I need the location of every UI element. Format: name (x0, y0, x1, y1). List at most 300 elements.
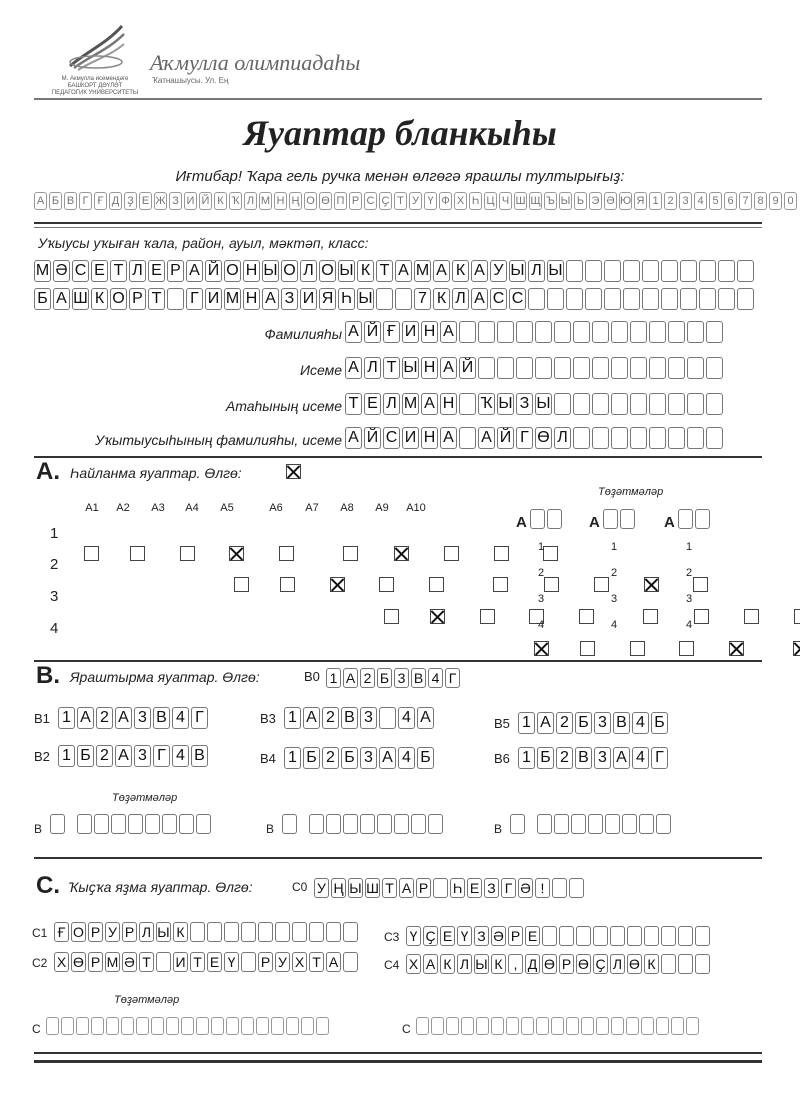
father-cell[interactable]: А (421, 393, 438, 415)
answer-checkbox[interactable] (343, 546, 358, 561)
answer-b-cell[interactable]: 2 (96, 707, 113, 729)
corrections-b-cell[interactable] (605, 814, 620, 834)
school-cell[interactable]: Л (528, 260, 545, 282)
name-cell[interactable]: А (345, 357, 362, 379)
surname-cell[interactable] (573, 321, 590, 343)
answer-checkbox[interactable] (384, 609, 399, 624)
answer-b-row[interactable] (518, 712, 670, 734)
father-name-field[interactable] (345, 393, 725, 415)
answer-b-cell[interactable]: 1 (518, 712, 535, 734)
answer-c-row[interactable] (406, 926, 712, 946)
corrections-c-cell[interactable] (211, 1017, 224, 1035)
school-cell[interactable] (585, 260, 602, 282)
teacher-cell[interactable] (592, 427, 609, 449)
answer-b-cell[interactable]: А (115, 707, 132, 729)
corrections-c-cell[interactable] (256, 1017, 269, 1035)
answer-c-cell[interactable] (661, 954, 676, 974)
name-cell[interactable] (554, 357, 571, 379)
school-cell[interactable] (680, 260, 697, 282)
answer-c-cell[interactable] (695, 954, 710, 974)
teacher-cell[interactable] (687, 427, 704, 449)
school-cell[interactable]: М (414, 260, 431, 282)
answer-c-cell[interactable]: У (275, 952, 290, 972)
answer-c-cell[interactable]: Е (440, 926, 455, 946)
school-line-2[interactable] (34, 288, 756, 310)
answer-b-cell[interactable]: В (191, 745, 208, 767)
school-cell[interactable]: К (433, 288, 450, 310)
teacher-cell[interactable]: И (402, 427, 419, 449)
answer-c-cell[interactable]: Х (54, 952, 69, 972)
corrections-c-cell[interactable] (166, 1017, 179, 1035)
answer-checkbox[interactable] (580, 641, 595, 656)
corrections-c-cell[interactable] (596, 1017, 609, 1035)
corrections-b-cell[interactable] (554, 814, 569, 834)
school-cell[interactable] (737, 260, 754, 282)
answer-checkbox[interactable] (229, 546, 244, 561)
father-cell[interactable]: Н (440, 393, 457, 415)
name-cell[interactable] (611, 357, 628, 379)
school-cell[interactable]: Т (376, 260, 393, 282)
answer-c-cell[interactable] (559, 926, 574, 946)
answer-b-cell[interactable]: 4 (172, 745, 189, 767)
corrections-c-cell[interactable] (316, 1017, 329, 1035)
school-cell[interactable]: О (110, 288, 127, 310)
answer-c-cell[interactable]: Е (525, 926, 540, 946)
answer-b-cell[interactable]: Г (153, 745, 170, 767)
father-cell[interactable] (649, 393, 666, 415)
school-cell[interactable] (718, 288, 735, 310)
answer-c-cell[interactable]: Ө (71, 952, 86, 972)
school-cell[interactable]: Ы (547, 260, 564, 282)
answer-c-cell[interactable]: Т (309, 952, 324, 972)
answer-c-cell[interactable]: А (326, 952, 341, 972)
corrections-b-cell[interactable] (326, 814, 341, 834)
answer-c-cell[interactable] (343, 952, 358, 972)
school-cell[interactable]: С (490, 288, 507, 310)
answer-c-cell[interactable]: Р (88, 922, 103, 942)
answer-c-cell[interactable]: Ҫ (593, 954, 608, 974)
name-cell[interactable] (516, 357, 533, 379)
answer-b-row[interactable] (58, 707, 210, 729)
school-cell[interactable]: А (262, 288, 279, 310)
answer-c-cell[interactable]: , (508, 954, 523, 974)
answer-b-cell[interactable]: А (537, 712, 554, 734)
corrections-c-cell[interactable] (581, 1017, 594, 1035)
school-cell[interactable]: Я (319, 288, 336, 310)
answer-c-cell[interactable] (241, 952, 256, 972)
school-cell[interactable]: Н (243, 260, 260, 282)
surname-cell[interactable]: А (345, 321, 362, 343)
corrections-c-cell[interactable] (91, 1017, 104, 1035)
answer-b-cell[interactable]: А (379, 747, 396, 769)
corrections-c-cell[interactable] (626, 1017, 639, 1035)
corrections-a-cell[interactable] (603, 509, 618, 529)
school-cell[interactable]: Л (300, 260, 317, 282)
school-cell[interactable] (642, 288, 659, 310)
corrections-b-cell[interactable] (588, 814, 603, 834)
corrections-b-cell[interactable] (162, 814, 177, 834)
answer-c-cell[interactable]: У (105, 922, 120, 942)
school-cell[interactable]: Ы (262, 260, 279, 282)
school-cell[interactable]: О (281, 260, 298, 282)
answer-checkbox[interactable] (643, 609, 658, 624)
answer-c-row[interactable] (54, 952, 360, 972)
answer-b-cell[interactable]: 1 (284, 747, 301, 769)
answer-checkbox[interactable] (534, 641, 549, 656)
corrections-c-cell[interactable] (476, 1017, 489, 1035)
corrections-b-row[interactable] (282, 814, 445, 834)
father-cell[interactable] (668, 393, 685, 415)
answer-b-row[interactable] (284, 747, 436, 769)
answer-c-cell[interactable] (678, 954, 693, 974)
father-cell[interactable]: Е (364, 393, 381, 415)
school-cell[interactable]: Г (186, 288, 203, 310)
school-line-1[interactable] (34, 260, 756, 282)
answer-checkbox[interactable] (394, 546, 409, 561)
answer-c-cell[interactable] (207, 922, 222, 942)
answer-c-cell[interactable]: Т (139, 952, 154, 972)
corrections-c-cell[interactable] (506, 1017, 519, 1035)
answer-b-cell[interactable]: 3 (134, 707, 151, 729)
school-cell[interactable]: А (433, 260, 450, 282)
surname-cell[interactable] (497, 321, 514, 343)
corrections-c-cell[interactable] (76, 1017, 89, 1035)
corrections-b-cell[interactable] (128, 814, 143, 834)
corrections-b-cell[interactable] (377, 814, 392, 834)
father-cell[interactable] (611, 393, 628, 415)
corrections-a-cell[interactable] (695, 509, 710, 529)
school-cell[interactable]: А (471, 260, 488, 282)
corrections-b-cell[interactable] (428, 814, 443, 834)
answer-c-cell[interactable]: К (440, 954, 455, 974)
corrections-c-cell[interactable] (641, 1017, 654, 1035)
name-cell[interactable]: Т (383, 357, 400, 379)
teacher-cell[interactable]: Л (554, 427, 571, 449)
school-cell[interactable] (376, 288, 393, 310)
answer-checkbox[interactable] (694, 609, 709, 624)
answer-c-cell[interactable]: Ө (627, 954, 642, 974)
corrections-b-row[interactable] (510, 814, 673, 834)
teacher-cell[interactable] (630, 427, 647, 449)
corrections-c-cell[interactable] (196, 1017, 209, 1035)
school-cell[interactable] (623, 288, 640, 310)
answer-b-cell[interactable]: Б (77, 745, 94, 767)
answer-b-cell[interactable]: Г (651, 747, 668, 769)
answer-c-cell[interactable]: Ө (576, 954, 591, 974)
corrections-a-cell[interactable] (620, 509, 635, 529)
surname-cell[interactable]: Ғ (383, 321, 400, 343)
answer-b-cell[interactable]: 3 (594, 712, 611, 734)
answer-checkbox[interactable] (444, 546, 459, 561)
answer-checkbox[interactable] (84, 546, 99, 561)
father-cell[interactable] (630, 393, 647, 415)
answer-c-cell[interactable]: Ә (491, 926, 506, 946)
answer-checkbox[interactable] (644, 577, 659, 592)
answer-checkbox[interactable] (180, 546, 195, 561)
teacher-cell[interactable]: А (440, 427, 457, 449)
answer-checkbox[interactable] (379, 577, 394, 592)
school-cell[interactable]: Ы (357, 288, 374, 310)
school-cell[interactable]: Т (110, 260, 127, 282)
corrections-c-cell[interactable] (686, 1017, 699, 1035)
school-cell[interactable]: С (509, 288, 526, 310)
name-cell[interactable] (497, 357, 514, 379)
surname-cell[interactable] (706, 321, 723, 343)
name-cell[interactable] (592, 357, 609, 379)
school-cell[interactable]: А (395, 260, 412, 282)
father-cell[interactable]: Ы (497, 393, 514, 415)
name-cell[interactable] (706, 357, 723, 379)
school-cell[interactable]: 7 (414, 288, 431, 310)
teacher-cell[interactable]: Г (516, 427, 533, 449)
school-cell[interactable] (737, 288, 754, 310)
father-cell[interactable]: Т (345, 393, 362, 415)
answer-b-cell[interactable]: В (153, 707, 170, 729)
surname-cell[interactable] (554, 321, 571, 343)
school-cell[interactable]: Р (167, 260, 184, 282)
answer-b-cell[interactable]: Б (575, 712, 592, 734)
answer-c-cell[interactable] (627, 926, 642, 946)
father-cell[interactable] (687, 393, 704, 415)
surname-cell[interactable] (611, 321, 628, 343)
answer-c-row[interactable] (406, 954, 712, 974)
corrections-b-cell[interactable] (111, 814, 126, 834)
school-cell[interactable]: А (471, 288, 488, 310)
school-cell[interactable]: А (186, 260, 203, 282)
answer-checkbox[interactable] (543, 546, 558, 561)
corrections-c-cell[interactable] (461, 1017, 474, 1035)
surname-cell[interactable]: И (402, 321, 419, 343)
school-cell[interactable]: О (319, 260, 336, 282)
name-cell[interactable]: А (440, 357, 457, 379)
answer-b-cell[interactable]: 4 (632, 747, 649, 769)
corrections-c-cell[interactable] (286, 1017, 299, 1035)
name-cell[interactable] (535, 357, 552, 379)
corrections-b-cell[interactable] (411, 814, 426, 834)
answer-b-cell[interactable]: 3 (594, 747, 611, 769)
answer-checkbox[interactable] (430, 609, 445, 624)
answer-c-cell[interactable]: Х (292, 952, 307, 972)
corrections-c-row[interactable] (46, 1017, 331, 1035)
school-cell[interactable] (167, 288, 184, 310)
corrections-b-cell[interactable] (360, 814, 375, 834)
answer-c-cell[interactable] (542, 926, 557, 946)
answer-c-cell[interactable] (678, 926, 693, 946)
father-cell[interactable] (706, 393, 723, 415)
answer-b-cell[interactable]: 2 (556, 712, 573, 734)
school-cell[interactable]: Л (129, 260, 146, 282)
answer-c-cell[interactable]: А (423, 954, 438, 974)
answer-b-cell[interactable]: 1 (284, 707, 301, 729)
answer-b-cell[interactable]: 4 (172, 707, 189, 729)
answer-c-cell[interactable]: Ҫ (423, 926, 438, 946)
school-cell[interactable]: К (452, 260, 469, 282)
name-field[interactable] (345, 357, 725, 379)
teacher-cell[interactable]: Ө (535, 427, 552, 449)
answer-c-cell[interactable]: О (71, 922, 86, 942)
surname-cell[interactable] (687, 321, 704, 343)
answer-c-cell[interactable] (275, 922, 290, 942)
answer-c-cell[interactable] (156, 952, 171, 972)
school-cell[interactable] (566, 260, 583, 282)
answer-checkbox[interactable] (579, 609, 594, 624)
answer-c-cell[interactable]: Ө (542, 954, 557, 974)
corrections-b-cell[interactable] (622, 814, 637, 834)
father-cell[interactable] (554, 393, 571, 415)
answer-checkbox[interactable] (794, 609, 800, 624)
school-cell[interactable] (661, 260, 678, 282)
surname-cell[interactable]: Н (421, 321, 438, 343)
answer-b-cell[interactable]: А (417, 707, 434, 729)
teacher-cell[interactable]: Н (421, 427, 438, 449)
corrections-b-cell[interactable] (50, 814, 65, 834)
corrections-b-cell[interactable] (537, 814, 552, 834)
answer-checkbox[interactable] (330, 577, 345, 592)
answer-c-cell[interactable]: Л (610, 954, 625, 974)
teacher-cell[interactable]: С (383, 427, 400, 449)
answer-checkbox[interactable] (493, 577, 508, 592)
corrections-a-cell[interactable] (547, 509, 562, 529)
answer-b-cell[interactable]: 1 (58, 707, 75, 729)
teacher-cell[interactable]: А (478, 427, 495, 449)
corrections-b-cell[interactable] (145, 814, 160, 834)
answer-b-cell[interactable]: В (613, 712, 630, 734)
school-cell[interactable] (699, 260, 716, 282)
answer-c-cell[interactable] (326, 922, 341, 942)
answer-c-cell[interactable]: К (644, 954, 659, 974)
teacher-cell[interactable]: А (345, 427, 362, 449)
answer-b-cell[interactable]: 2 (556, 747, 573, 769)
corrections-c-cell[interactable] (521, 1017, 534, 1035)
name-cell[interactable] (573, 357, 590, 379)
answer-checkbox[interactable] (234, 577, 249, 592)
answer-c-cell[interactable]: З (474, 926, 489, 946)
school-cell[interactable] (718, 260, 735, 282)
answer-b-cell[interactable]: 2 (96, 745, 113, 767)
answer-c-cell[interactable] (292, 922, 307, 942)
school-cell[interactable]: Б (34, 288, 51, 310)
answer-b-cell[interactable]: 3 (360, 747, 377, 769)
corrections-c-cell[interactable] (671, 1017, 684, 1035)
answer-checkbox[interactable] (544, 577, 559, 592)
father-cell[interactable] (573, 393, 590, 415)
answer-b-cell[interactable]: В (341, 707, 358, 729)
corrections-b-cell[interactable] (196, 814, 211, 834)
answer-b-cell[interactable]: 3 (360, 707, 377, 729)
answer-b-cell[interactable]: 2 (322, 747, 339, 769)
answer-c-cell[interactable]: Ы (475, 956, 488, 972)
father-cell[interactable]: Ы (535, 393, 552, 415)
school-cell[interactable]: З (281, 288, 298, 310)
corrections-c-cell[interactable] (446, 1017, 459, 1035)
school-cell[interactable]: Е (148, 260, 165, 282)
corrections-c-cell[interactable] (301, 1017, 314, 1035)
corrections-c-cell[interactable] (151, 1017, 164, 1035)
answer-c-cell[interactable] (309, 922, 324, 942)
school-cell[interactable] (680, 288, 697, 310)
father-cell[interactable]: З (516, 393, 533, 415)
answer-c-cell[interactable]: Р (88, 952, 103, 972)
answer-checkbox[interactable] (494, 546, 509, 561)
school-cell[interactable]: Ы (509, 260, 526, 282)
school-cell[interactable]: И (300, 288, 317, 310)
answer-c-cell[interactable]: Ғ (54, 922, 69, 942)
corrections-b-cell[interactable] (571, 814, 586, 834)
answer-c-cell[interactable]: Л (457, 954, 472, 974)
answer-c-cell[interactable] (190, 922, 205, 942)
answer-c-cell[interactable] (576, 926, 591, 946)
answer-c-cell[interactable]: Р (508, 926, 523, 946)
school-cell[interactable] (395, 288, 412, 310)
corrections-c-cell[interactable] (46, 1017, 59, 1035)
surname-cell[interactable] (592, 321, 609, 343)
father-cell[interactable] (592, 393, 609, 415)
answer-checkbox[interactable] (679, 641, 694, 656)
name-cell[interactable]: Ы (402, 357, 419, 379)
school-cell[interactable]: Ә (53, 260, 70, 282)
surname-cell[interactable]: Й (364, 321, 381, 343)
name-cell[interactable]: Н (421, 357, 438, 379)
teacher-cell[interactable] (573, 427, 590, 449)
answer-b-cell[interactable]: А (77, 707, 94, 729)
school-cell[interactable]: С (72, 260, 89, 282)
answer-c-cell[interactable] (695, 926, 710, 946)
answer-c-cell[interactable]: И (173, 952, 188, 972)
answer-c-cell[interactable]: Ү (406, 926, 421, 946)
corrections-a-cell[interactable] (530, 509, 545, 529)
answer-c-cell[interactable]: Ы (157, 924, 170, 940)
answer-checkbox[interactable] (594, 577, 609, 592)
school-cell[interactable] (623, 260, 640, 282)
answer-c-cell[interactable]: Т (190, 952, 205, 972)
answer-c-cell[interactable]: К (491, 954, 506, 974)
school-cell[interactable]: Е (91, 260, 108, 282)
answer-c-cell[interactable] (593, 926, 608, 946)
answer-checkbox[interactable] (280, 577, 295, 592)
answer-c-cell[interactable]: Х (406, 954, 421, 974)
answer-b-cell[interactable]: А (115, 745, 132, 767)
answer-c-cell[interactable] (224, 922, 239, 942)
school-cell[interactable] (604, 288, 621, 310)
corrections-c-cell[interactable] (566, 1017, 579, 1035)
surname-cell[interactable] (630, 321, 647, 343)
corrections-b-cell[interactable] (282, 814, 297, 834)
corrections-c-cell[interactable] (106, 1017, 119, 1035)
father-cell[interactable]: Л (383, 393, 400, 415)
answer-c-cell[interactable]: К (173, 922, 188, 942)
corrections-c-cell[interactable] (136, 1017, 149, 1035)
corrections-c-cell[interactable] (656, 1017, 669, 1035)
answer-b-row[interactable] (284, 707, 436, 729)
corrections-c-cell[interactable] (536, 1017, 549, 1035)
answer-c-cell[interactable]: Д (525, 954, 540, 974)
answer-b-cell[interactable]: 4 (632, 712, 649, 734)
school-cell[interactable] (528, 288, 545, 310)
answer-b-cell[interactable]: Б (651, 712, 668, 734)
name-cell[interactable] (630, 357, 647, 379)
surname-cell[interactable] (649, 321, 666, 343)
answer-c-row[interactable] (54, 922, 360, 942)
answer-b-cell[interactable]: Б (537, 747, 554, 769)
answer-b-cell[interactable]: 1 (58, 745, 75, 767)
corrections-c-cell[interactable] (431, 1017, 444, 1035)
name-cell[interactable] (649, 357, 666, 379)
corrections-c-row[interactable] (416, 1017, 701, 1035)
corrections-c-cell[interactable] (611, 1017, 624, 1035)
corrections-b-cell[interactable] (179, 814, 194, 834)
school-cell[interactable]: К (91, 288, 108, 310)
answer-c-cell[interactable]: М (106, 954, 119, 970)
